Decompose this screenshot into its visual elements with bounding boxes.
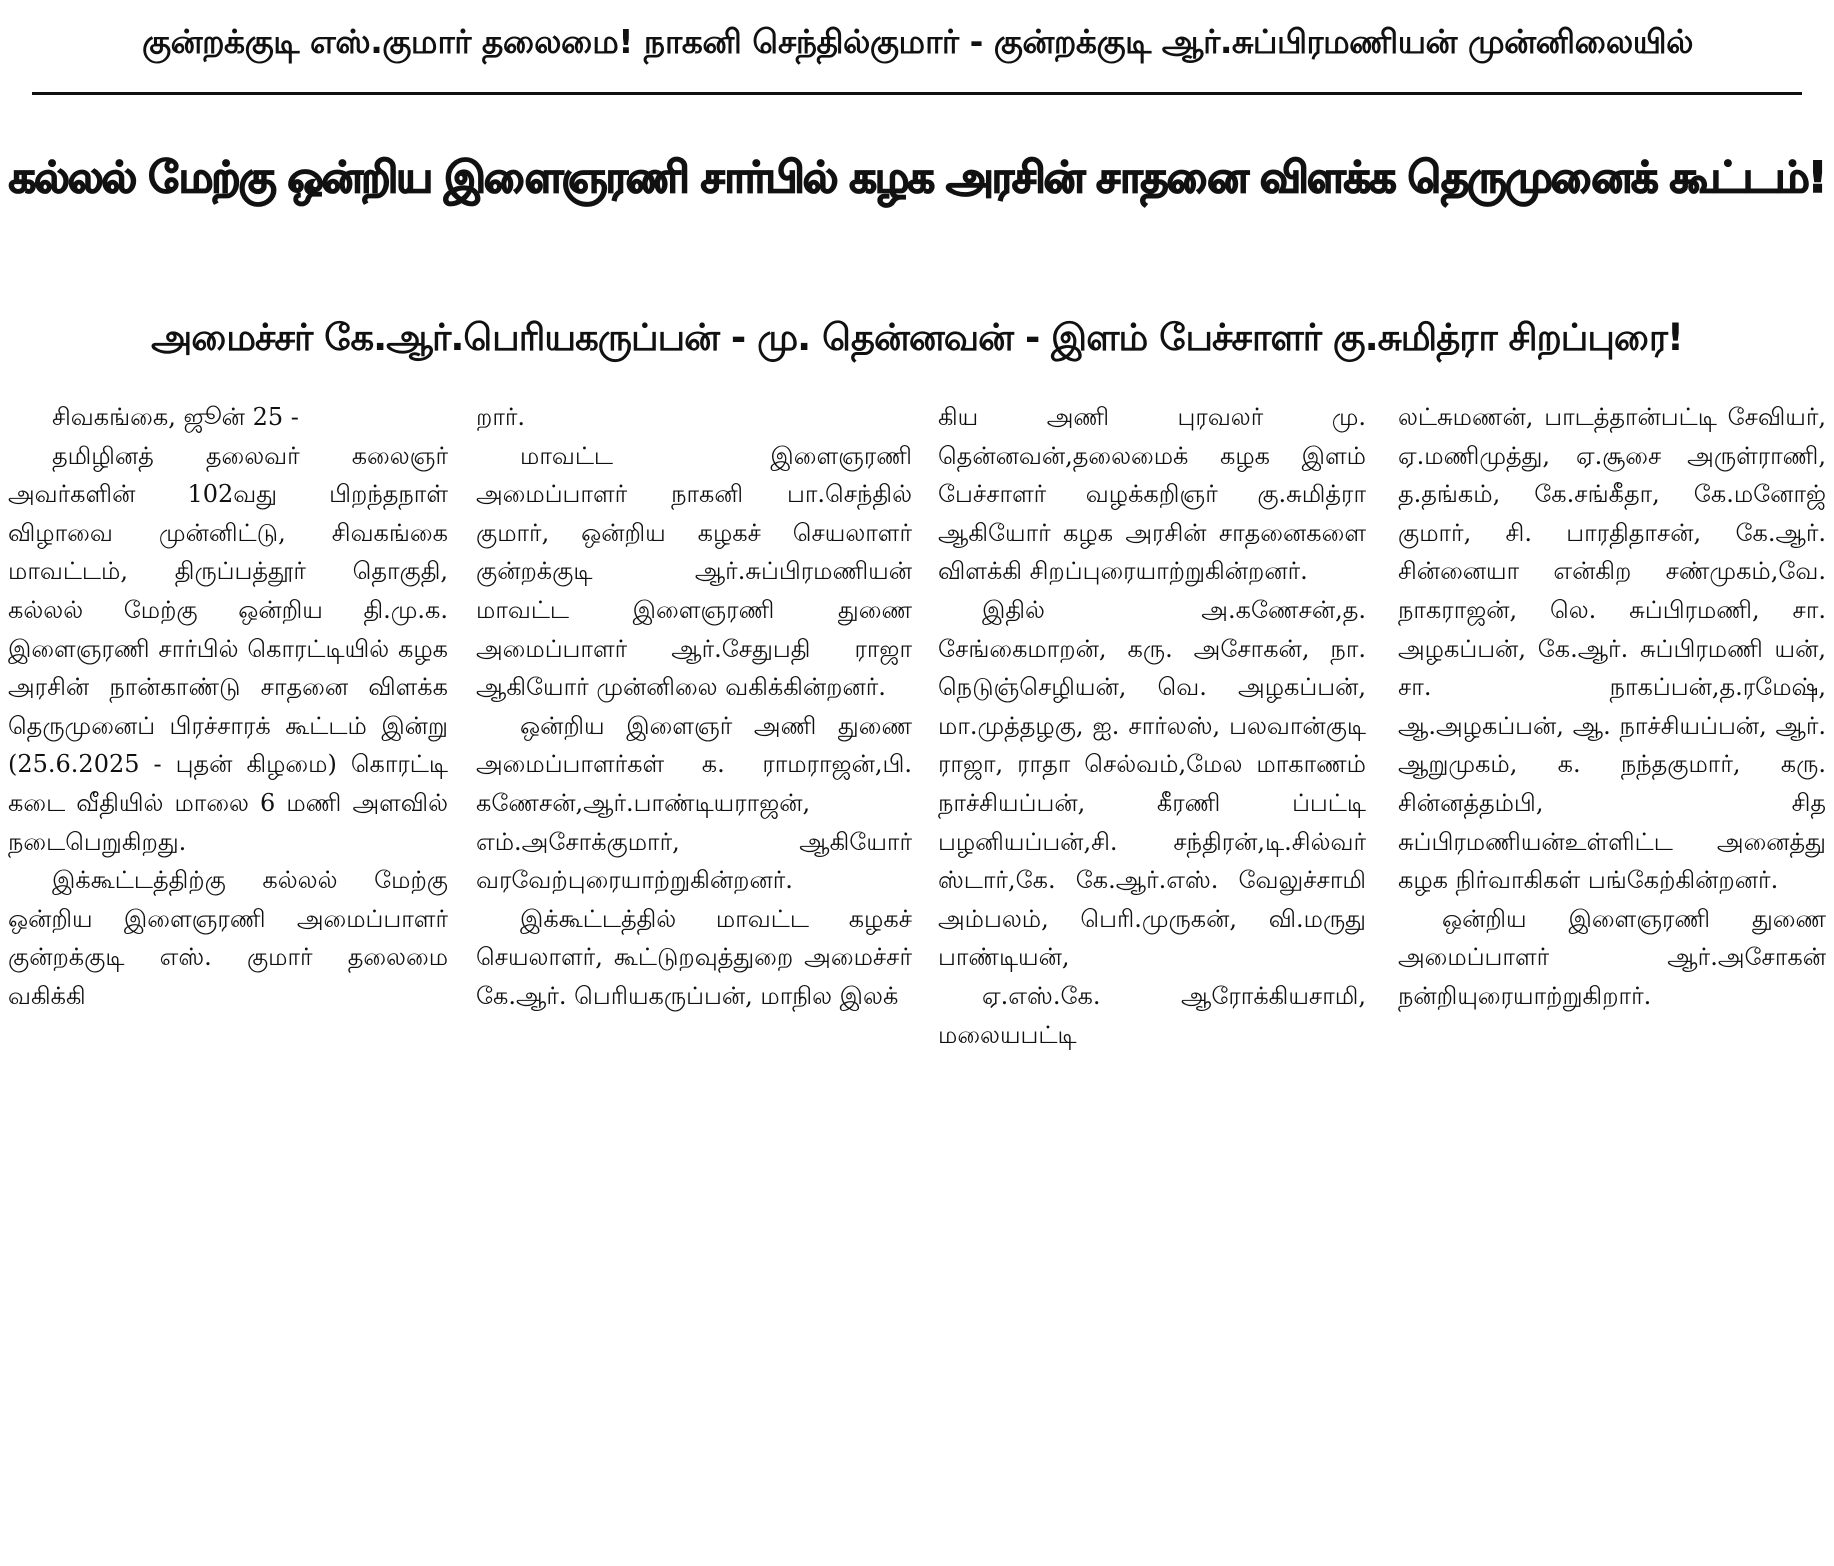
- paragraph: இக்கூட்டத்தில் மாவட்ட கழகச் செயலாளர், கூட்டுறவுத்துறை அமைச்சர் கே.ஆர். பெரியகருப்பன், மாநில இலக்: [476, 904, 912, 1010]
- main-headline: கல்லல் மேற்கு ஒன்றிய இளைஞரணி சார்பில் கழக அரசின் சாதனை விளக்க தெருமுனைக் கூட்டம்!: [8, 152, 1826, 203]
- paragraph-continued: லட்சுமணன், பாடத்தான்பட்டி சேவியர், ஏ.மணிமுத்து, ஏ.சூசை அருள்ராணி, த.தங்கம், கே.சங்கீதா, கே.மனோஜ் குமார், சி. பாரதிதாசன், கே.ஆர். சின்னையா என்கிற சண்முகம்,வே. நாகராஜன், லெ. சுப்பிரமணி, சா. அழகப்பன், கே.ஆர். சுப்பிரமணி யன், சா. நாகப்பன்,த.ரமேஷ், ஆ.அழகப்பன், ஆ. நாச்சியப்பன், ஆர். ஆறுமுகம், க. நந்தகுமார், கரு. சின்னத்தம்பி, சித சுப்பிரமணியன்உள்ளிட்ட அனைத்து கழக நிர்வாகிகள் பங்கேற்கின்றனர்.: [1398, 403, 1826, 895]
- paragraph: இக்கூட்டத்திற்கு கல்லல் மேற்கு ஒன்றிய இளைஞரணி அமைப்பாளர் குன்றக்குடி எஸ். குமார் தலைமை வகிக்கி: [8, 866, 448, 1010]
- top-rule: [32, 92, 1802, 95]
- paragraph: தமிழினத் தலைவர் கலைஞர் அவர்களின் 102வது பிறந்தநாள் விழாவை முன்னிட்டு, சிவகங்கை மாவட்டம், திருப்பத்தூர் தொகுதி, கல்லல் மேற்கு ஒன்றிய தி.மு.க. இளைஞரணி சார்பில் கொரட்டியில் கழக அரசின் நான்காண்டு சாதனை விளக்க தெருமுனைப் பிரச்சாரக் கூட்டம் இன்று (25.6.2025 - புதன் கிழமை) கொரட்டி கடை வீதியில் மாலை 6 மணி அளவில் நடைபெறுகிறது.: [8, 441, 448, 856]
- paragraph: ஏ.எஸ்.கே. ஆரோக்கியசாமி, மலையபட்டி: [938, 981, 1366, 1049]
- paragraph: ஒன்றிய இளைஞர் அணி துணை அமைப்பாளர்கள் க. ராமராஜன்,பி. கணேசன்,ஆர்.பாண்டியராஜன், எம்.அசோக்குமார், ஆகியோர் வரவேற்புரையாற்றுகின்றனர்.: [476, 711, 912, 895]
- paragraph: ஒன்றிய இளைஞரணி துணை அமைப்பாளர் ஆர்.அசோகன் நன்றியுரையாற்றுகிறார்.: [1398, 904, 1826, 1010]
- paragraph-continued: கிய அணி புரவலர் மு. தென்னவன்,தலைமைக் கழக இளம் பேச்சாளர் வழக்கறிஞர் கு.சுமித்ரா ஆகியோர் கழக அரசின் சாதனைகளை விளக்கி சிறப்புரையாற்றுகின்றனர்.: [938, 403, 1366, 586]
- article-column-3: [938, 398, 1366, 1558]
- kicker-headline: குன்றக்குடி எஸ்.குமார் தலைமை! நாகனி செந்தில்குமார் - குன்றக்குடி ஆர்.சுப்பிரமணியன் முன்னிலையில்: [141, 22, 1694, 61]
- paragraph: மாவட்ட இளைஞரணி அமைப்பாளர் நாகனி பா.செந்தில் குமார், ஒன்றிய கழகச் செயலாளர் குன்றக்குடி ஆர்.சுப்பிரமணியன் மாவட்ட இளைஞரணி துணை அமைப்பாளர் ஆர்.சேதுபதி ராஜா ஆகியோர் முன்னிலை வகிக்கின்றனர்.: [476, 441, 912, 702]
- article-column-1: [8, 398, 448, 1558]
- paragraph: இதில் அ.கணேசன்,த. சேங்கைமாறன், கரு. அசோகன், நா. நெடுஞ்செழியன், வெ. அழகப்பன், மா.முத்தழகு, ஐ. சார்லஸ், பலவான்குடி ராஜா, ராதா செல்வம்,மேல மாகாணம் நாச்சியப்பன், கீரணி ப்பட்டி பழனியப்பன்,சி. சந்திரன்,டி.சில்வர் ஸ்டார்,கே. கே.ஆர்.எஸ். வேலுச்சாமி அம்பலம், பெரி.முருகன், வி.மருது பாண்டியன்,: [938, 595, 1366, 972]
- paragraph-continued: றார்.: [476, 403, 526, 431]
- sub-headline: அமைச்சர் கே.ஆர்.பெரியகருப்பன் - மு. தென்னவன் - இளம் பேச்சாளர் கு.சுமித்ரா சிறப்புரை!: [151, 316, 1683, 359]
- article-column-2: [476, 398, 912, 1558]
- article-column-4: [1398, 398, 1826, 1558]
- dateline: சிவகங்கை, ஜூன் 25 -: [52, 403, 299, 431]
